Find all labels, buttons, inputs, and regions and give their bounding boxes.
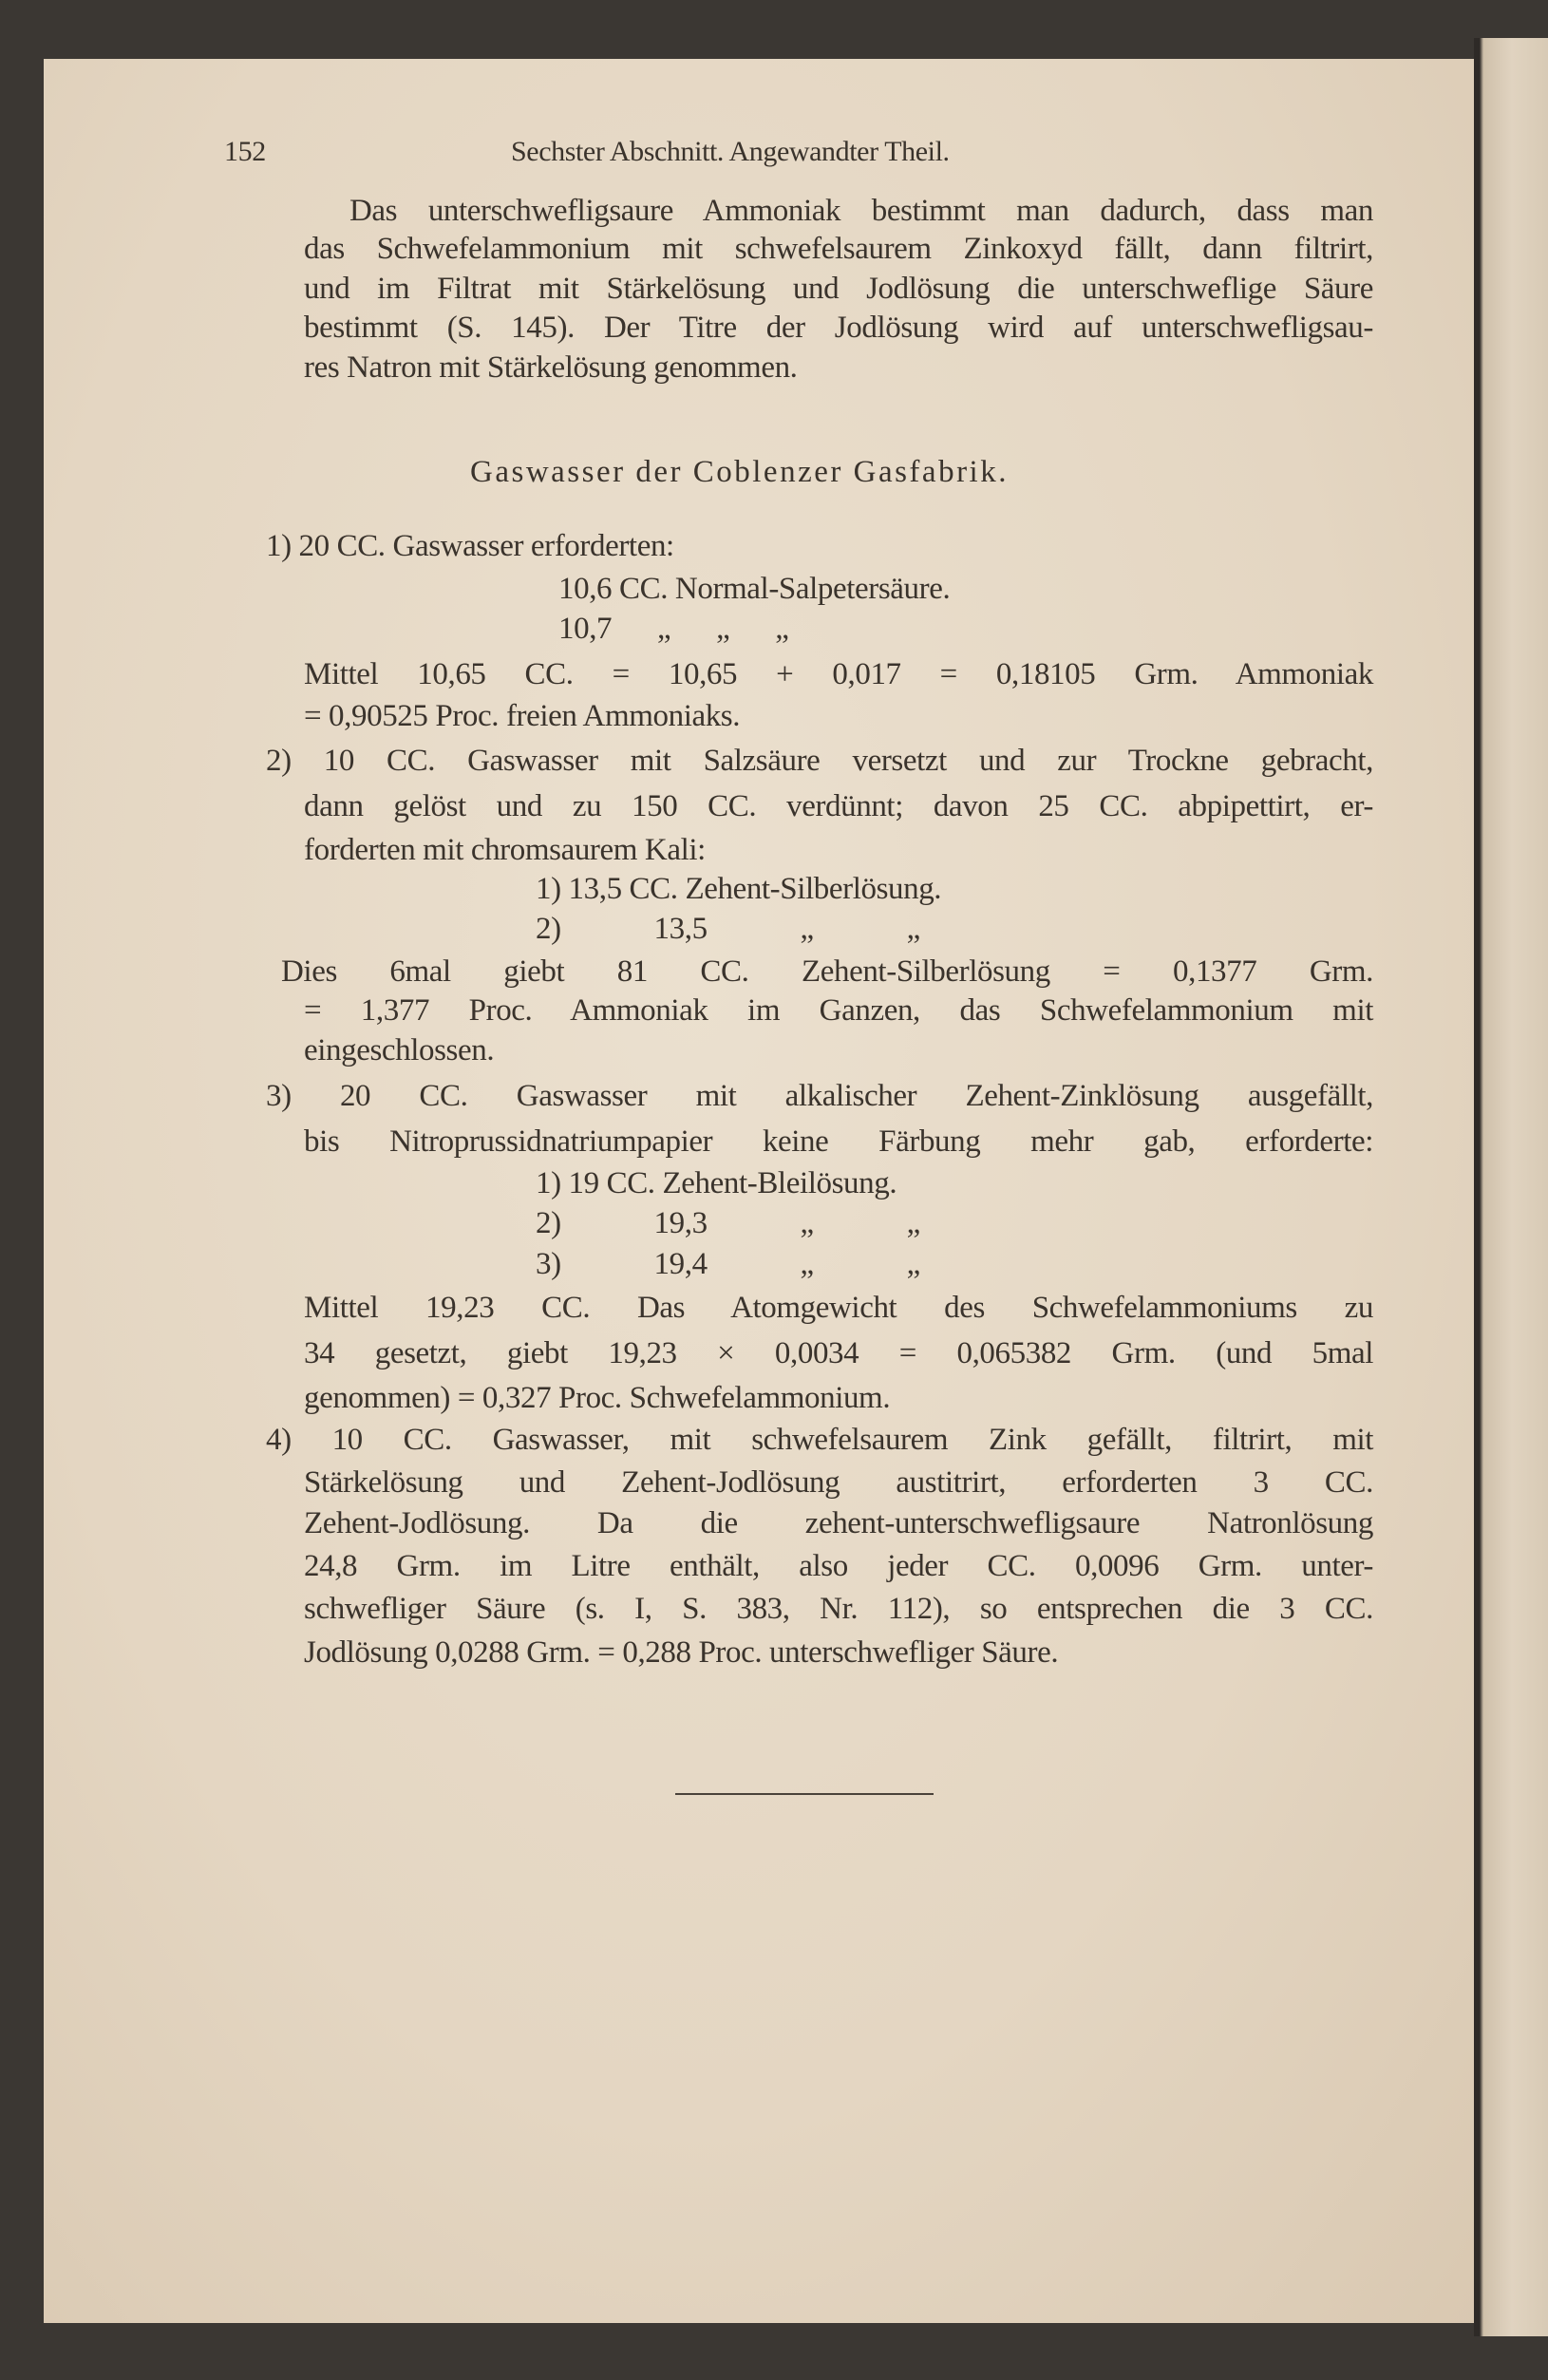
text-line: 3) 19,4 „ „ (536, 1247, 920, 1281)
section-heading: Gaswasser der Coblenzer Gasfabrik. (470, 455, 1009, 489)
text-line: Dies 6mal giebt 81 CC. Zehent-Silberlösung = 0,1377 Grm. (281, 954, 1373, 989)
running-title: Sechster Abschnitt. Angewandter Theil. (511, 136, 950, 167)
text-line: Stärkelösung und Zehent-Jodlösung austitrirt, erforderten 3 CC. (304, 1465, 1373, 1500)
text-line: 4) 10 CC. Gaswasser, mit schwefelsaurem Zink gefällt, filtrirt, mit (266, 1423, 1373, 1457)
text-line: = 0,90525 Proc. freien Ammoniaks. (304, 699, 741, 733)
text-line: eingeschlossen. (304, 1033, 495, 1067)
book-binding-edge (1474, 38, 1548, 2336)
text-line: res Natron mit Stärkelösung genommen. (304, 350, 798, 385)
text-line: 1) 20 CC. Gaswasser erforderten: (266, 529, 674, 563)
text-line: schwefliger Säure (s. I, S. 383, Nr. 112), so entsprechen die 3 CC. (304, 1592, 1373, 1626)
text-line: forderten mit chromsaurem Kali: (304, 833, 706, 867)
text-line: 2) 13,5 „ „ (536, 912, 920, 946)
text-line: das Schwefelammonium mit schwefelsaurem Zinkoxyd fällt, dann filtrirt, (304, 232, 1373, 266)
text-line: 2) 19,3 „ „ (536, 1206, 920, 1240)
text-line: und im Filtrat mit Stärkelösung und Jodlösung die unterschweflige Säure (304, 272, 1373, 306)
text-line: 3) 20 CC. Gaswasser mit alkalischer Zehent-Zinklösung ausgefällt, (266, 1079, 1373, 1113)
text-line: bestimmt (S. 145). Der Titre der Jodlösung wird auf unterschwefligsau- (304, 311, 1373, 345)
text-line: Jodlösung 0,0288 Grm. = 0,288 Proc. unterschwefliger Säure. (304, 1635, 1059, 1670)
text-line: 10,7 „ „ „ (558, 612, 789, 646)
text-line: Mittel 19,23 CC. Das Atomgewicht des Schwefelammoniums zu (304, 1291, 1373, 1325)
text-line: Zehent-Jodlösung. Da die zehent-unterschwefligsaure Natronlösung (304, 1506, 1373, 1540)
text-line: dann gelöst und zu 150 CC. verdünnt; davon 25 CC. abpipettirt, er- (304, 789, 1373, 823)
text-line: 24,8 Grm. im Litre enthält, also jeder CC. 0,0096 Grm. unter- (304, 1549, 1373, 1583)
text-line: bis Nitroprussidnatriumpapier keine Färbung mehr gab, erforderte: (304, 1124, 1373, 1159)
page-number: 152 (224, 136, 266, 167)
text-line: genommen) = 0,327 Proc. Schwefelammonium. (304, 1381, 891, 1415)
text-line: 34 gesetzt, giebt 19,23 × 0,0034 = 0,065382 Grm. (und 5mal (304, 1336, 1373, 1370)
end-rule (675, 1793, 934, 1795)
text-line: Mittel 10,65 CC. = 10,65 + 0,017 = 0,18105 Grm. Ammoniak (304, 657, 1373, 691)
text-line: 10,6 CC. Normal-Salpetersäure. (558, 572, 951, 606)
text-line: = 1,377 Proc. Ammoniak im Ganzen, das Schwefelammonium mit (304, 993, 1373, 1028)
text-line: Das unterschwefligsaure Ammoniak bestimmt man dadurch, dass man (349, 194, 1373, 228)
text-line: 1) 19 CC. Zehent-Bleilösung. (536, 1166, 897, 1200)
text-line: 1) 13,5 CC. Zehent-Silberlösung. (536, 872, 942, 906)
text-line: 2) 10 CC. Gaswasser mit Salzsäure versetzt und zur Trockne gebracht, (266, 744, 1373, 778)
